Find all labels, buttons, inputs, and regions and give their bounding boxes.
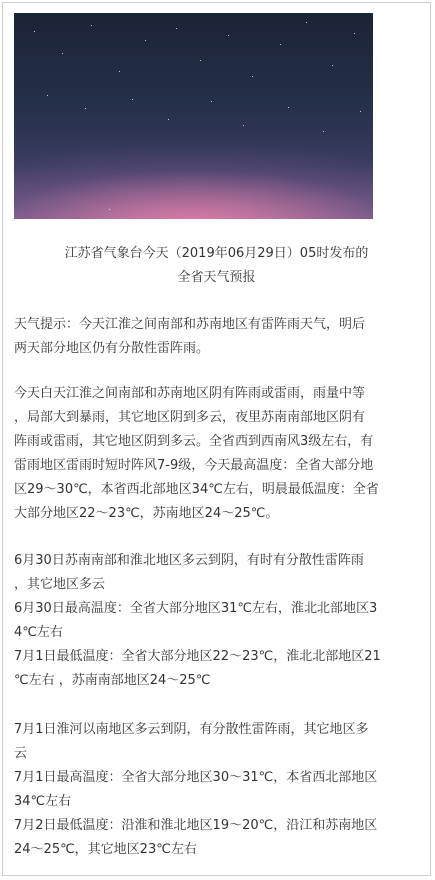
text-line: ，局部大到暴雨，其它地区阴到多云，夜里苏南南部地区阴有 — [14, 410, 366, 425]
text-line: 云 — [14, 746, 28, 761]
text-line: 雷雨地区雷雨时短时阵风7-9级，今天最高温度：全省大部分地 — [14, 458, 374, 473]
text-line: 4℃左右 — [14, 625, 63, 640]
text-line: 天气提示：今天江淮之间南部和苏南地区有雷阵雨天气，明后 — [14, 317, 366, 332]
text-line: 阵雨或雷雨，其它地区阴到多云。全省西到西南风3级左右，有 — [14, 434, 374, 449]
text-line: 7月2日最低温度：沿淮和淮北地区19～20℃，沿江和苏南地区 — [14, 818, 378, 833]
image-caption — [14, 242, 419, 290]
text-line: ，其它地区多云 — [14, 577, 106, 592]
july1-forecast-paragraph — [14, 718, 419, 862]
text-line: 区29～30℃，本省西北部地区34℃左右，明晨最低温度：全省 — [14, 482, 379, 497]
caption-line-2: 全省天气预报 — [177, 270, 256, 285]
text-line: 6月30日苏南南部和淮北地区多云到阴，有时有分散性雷阵雨 — [14, 553, 364, 568]
text-line: 7月1日最高温度：全省大部分地区30～31℃，本省西北部地区 — [14, 770, 378, 785]
text-line: 6月30日最高温度：全省大部分地区31℃左右，淮北北部地区3 — [14, 601, 378, 616]
text-line: 34℃左右 — [14, 794, 72, 809]
text-line: 7月1日最低温度：全省大部分地区22～23℃，淮北北部地区21 — [14, 649, 381, 664]
night-sky-image — [14, 13, 373, 219]
caption-line-1: 江苏省气象台今天（2019年06月29日）05时发布的 — [64, 246, 369, 261]
text-line: 24～25℃，其它地区23℃左右 — [14, 842, 197, 857]
text-line: 大部分地区22～23℃，苏南地区24～25℃。 — [14, 506, 279, 521]
text-line: 7月1日淮河以南地区多云到阴，有分散性雷阵雨，其它地区多 — [14, 722, 369, 737]
text-line: ℃左右 ，苏南南部地区24～25℃ — [14, 673, 211, 688]
june30-forecast-paragraph — [14, 549, 419, 693]
weather-tips-paragraph — [14, 313, 419, 361]
today-forecast-paragraph — [14, 382, 419, 526]
text-line: 两天部分地区仍有分散性雷阵雨。 — [14, 341, 210, 356]
text-line: 今天白天江淮之间南部和苏南地区阴有阵雨或雷雨，雨量中等 — [14, 386, 366, 401]
